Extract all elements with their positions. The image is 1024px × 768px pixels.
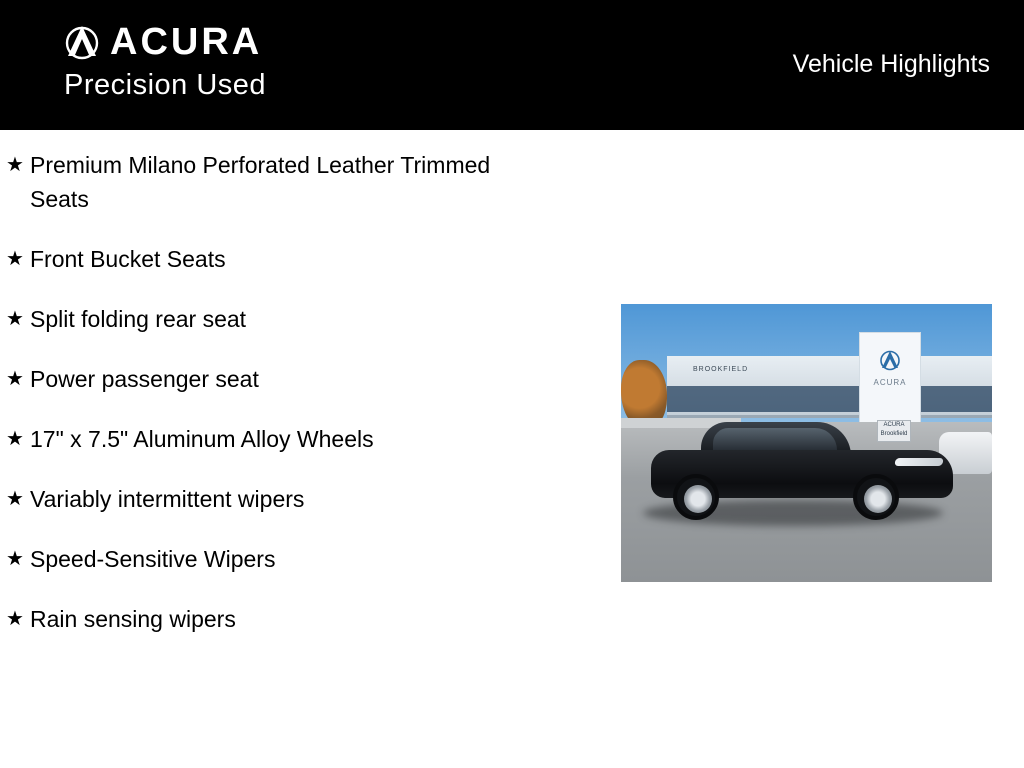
pylon-label: ACURA [873,378,907,387]
list-item [0,482,600,516]
list-item-label: Rain sensing wipers [30,606,236,632]
list-item-label: 17" x 7.5" Aluminum Alloy Wheels [30,426,374,452]
list-item [0,242,600,276]
car-front-rim [864,485,892,513]
list-item-label: Variably intermittent wipers [30,486,305,512]
page-content [0,130,1024,768]
car-headlight [894,458,944,466]
star-bullet-icon: ★ [6,248,24,270]
list-item-label: Speed-Sensitive Wipers [30,546,276,572]
list-item [0,422,600,456]
list-item-label: Power passenger seat [30,366,259,392]
list-item-label: Premium Milano Perforated Leather Trimmed Seats [30,152,491,212]
car-windows [713,428,837,450]
car-front-wheel [853,474,899,520]
car-rear-rim [684,485,712,513]
page-header [0,0,1024,130]
brand-tagline: Precision Used [64,69,267,101]
list-item-label: Split folding rear seat [30,306,247,332]
brand-name: ACURA [110,21,263,63]
brand-row [62,22,362,62]
star-bullet-icon: ★ [6,548,24,570]
highlights-list [0,148,600,662]
star-bullet-icon: ★ [6,488,24,510]
dealer-plate: ACURA Brookfield [877,420,911,442]
vehicle-photo [621,304,992,582]
star-bullet-icon: ★ [6,154,24,176]
page-title: Vehicle Highlights [792,50,990,78]
dealership-sign-text: BROOKFIELD [693,366,749,373]
list-item [0,602,600,636]
list-item [0,542,600,576]
list-item [0,362,600,396]
acura-caliper-icon [62,23,102,61]
brand-logo-block [62,22,362,102]
list-item [0,302,600,336]
star-bullet-icon: ★ [6,308,24,330]
list-item [0,148,600,216]
dealership-windows [667,386,992,412]
star-bullet-icon: ★ [6,428,24,450]
acura-caliper-icon [877,348,903,372]
list-item-label: Front Bucket Seats [30,246,226,272]
star-bullet-icon: ★ [6,368,24,390]
car-rear-wheel [673,474,719,520]
star-bullet-icon: ★ [6,608,24,630]
